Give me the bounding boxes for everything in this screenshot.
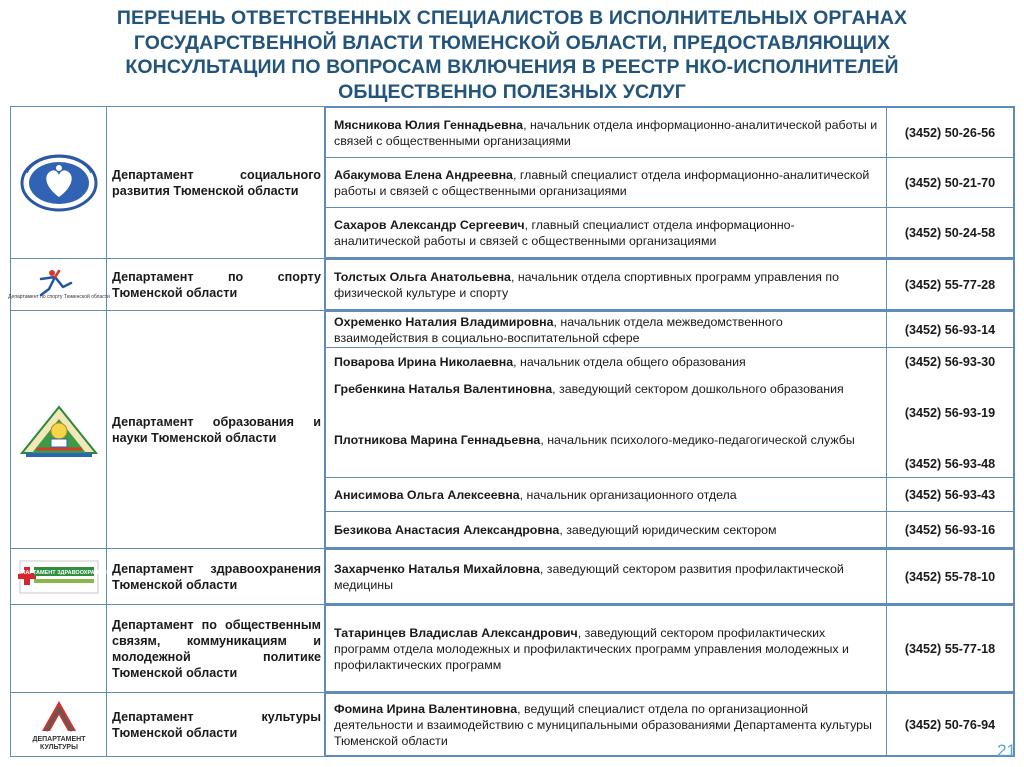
contact-name: Мясникова Юлия Геннадьевна (334, 117, 524, 132)
contact-name: Охременко Наталия Владимировна (334, 314, 554, 329)
title-line: ГОСУДАРСТВЕННОЙ ВЛАСТИ ТЮМЕНСКОЙ ОБЛАСТИ, ПРЕДОСТАВЛЯЮЩИХ (133, 31, 891, 54)
contact-name: Татаринцев Владислав Александрович (334, 625, 578, 640)
department-cell (107, 311, 325, 549)
sport-department-logo (7, 265, 110, 305)
page-title (20, 6, 1004, 104)
contacts-cell (325, 549, 1015, 605)
contact-phone: (3452) 50-21-70 (887, 158, 1014, 208)
logo-cell (11, 693, 107, 757)
contact-role: , начальник отдела общего образования (513, 355, 746, 369)
contact-name: Абакумова Елена Андреевна (334, 167, 513, 182)
title-line: ОБЩЕСТВЕННО ПОЛЕЗНЫХ УСЛУГ (338, 80, 686, 103)
contact-row (326, 512, 1014, 548)
contact-row (326, 478, 1014, 512)
department-name: Департамент по общественным связям, коммуникациям и молодежной политике Тюменской области (112, 617, 321, 680)
contacts-cell (325, 605, 1015, 693)
svg-text:ДЕПАРТАМЕНТ ЗДРАВООХРАНЕНИЯ: ДЕПАРТАМЕНТ ЗДРАВООХРАНЕНИЯ (13, 569, 114, 576)
contacts-cell (325, 107, 1015, 259)
contact-name: Толстых Ольга Анатольевна (334, 269, 511, 284)
contact-row (326, 606, 1014, 692)
contact-phone: (3452) 56-93-16 (887, 512, 1014, 548)
contact-row (326, 550, 1014, 604)
contact-phone: (3452) 56-93-43 (887, 478, 1014, 512)
contacts-cell (325, 693, 1015, 757)
department-cell (107, 693, 325, 757)
contact-name: Безикова Анастасия Александровна (334, 522, 560, 537)
culture-department-logo (11, 697, 106, 753)
specialists-table (7, 106, 1015, 757)
contact-phone: (3452) 50-76-94 (887, 694, 1014, 756)
contact-name: Захарченко Наталья Михайловна (334, 561, 540, 576)
contact-phone: (3452) 50-26-56 (887, 108, 1014, 158)
education-department-logo (11, 399, 106, 461)
contact-row-group (326, 348, 1014, 478)
contact-role: , начальник организационного отдела (519, 487, 737, 502)
title-line: КОНСУЛЬТАЦИИ ПО ВОПРОСАМ ВКЛЮЧЕНИЯ В РЕЕСТР НКО-ИСПОЛНИТЕЛЕЙ (125, 56, 899, 78)
contact-name: Гребенкина Наталья Валентиновна (334, 382, 553, 396)
contact-row (326, 694, 1014, 756)
contact-role: , начальник отдела информационно-аналитической работы и связей с общественными организациями (334, 117, 878, 148)
contact-phone: (3452) 56-93-48 (904, 457, 996, 471)
department-name: Департамент образования и науки Тюменской области (112, 414, 321, 445)
department-cell (107, 605, 325, 693)
contact-name: Анисимова Ольга Алексеевна (334, 487, 520, 502)
contact-name: Сахаров Александр Сергеевич (334, 217, 525, 232)
department-row (11, 259, 1015, 311)
department-name: Департамент здравоохранения Тюменской области (112, 561, 321, 592)
contact-role: , главный специалист отдела информационно-аналитической работы и связей с общественными организациями (334, 217, 795, 248)
department-row (11, 693, 1015, 757)
department-name: Департамент по спорту Тюменской области (112, 269, 321, 300)
department-row (11, 549, 1015, 605)
contact-role: , заведующий сектором дошкольного образования (552, 382, 844, 396)
logo-cell (11, 549, 114, 605)
logo-cell (11, 311, 107, 549)
contact-role: , начальник отдела спортивных программ управления по физической культуре и спорту (334, 269, 839, 300)
contact-phone: (3452) 56-93-19 (904, 406, 996, 420)
contact-row (326, 108, 1014, 158)
contact-phone: (3452) 55-77-18 (887, 606, 1014, 692)
department-name: Департамент культуры Тюменской области (112, 709, 321, 740)
logo-cell (11, 107, 107, 259)
svg-text:Департамент по спорту Тюменско: Департамент по спорту Тюменской области (7, 293, 110, 300)
department-cell (107, 107, 325, 259)
contacts-cell (325, 259, 1015, 311)
contact-name: Плотникова Марина Геннадьевна (334, 433, 541, 447)
contact-phone: (3452) 56-93-14 (887, 312, 1014, 348)
department-cell (107, 549, 325, 605)
page-number: 21 (997, 741, 1016, 760)
contact-row (326, 208, 1014, 258)
department-name: Департамент социального развития Тюменской области (112, 167, 321, 198)
contact-phone: (3452) 50-24-58 (887, 208, 1014, 258)
contacts-cell (325, 311, 1015, 549)
title-line: ПЕРЕЧЕНЬ ОТВЕТСТВЕННЫХ СПЕЦИАЛИСТОВ В ИСПОЛНИТЕЛЬНЫХ ОРГАНАХ (116, 7, 908, 29)
contact-phone: (3452) 56-93-30 (904, 355, 996, 369)
contact-role: , заведующий сектором развития профилактической медицины (334, 561, 844, 592)
contact-role: , ведущий специалист отдела по организационной деятельности и взаимодействию с муниципальными образованиями Департамента культуры Тюменской области (334, 701, 872, 748)
contact-row (326, 312, 1014, 348)
contact-role: , заведующий сектором профилактических программ отдела молодежных и профилактических программ управления молодежных и профилактических программ (334, 625, 849, 672)
logo-cell (7, 259, 110, 311)
contact-name: Поварова Ирина Николаевна (334, 355, 514, 369)
department-row (11, 311, 1015, 549)
logo-cell (11, 605, 107, 693)
social-development-logo (11, 153, 106, 213)
healthcare-department-logo (11, 555, 114, 599)
contact-row (326, 260, 1014, 310)
department-row (11, 107, 1015, 259)
svg-text:КУЛЬТУРЫ: КУЛЬТУРЫ (39, 743, 78, 751)
contact-row (326, 158, 1014, 208)
contact-role: , начальник психолого-медико-педагогической службы (540, 433, 855, 447)
contact-role: , начальник отдела межведомственного взаимодействия в социально-воспитательной сфере (334, 314, 783, 345)
contact-phone: (3452) 55-77-28 (887, 260, 1014, 310)
contact-name: Фомина Ирина Валентиновна (334, 701, 518, 716)
contact-role: , заведующий юридическим сектором (559, 522, 777, 537)
contact-role: , главный специалист отдела информационно-аналитической работы и связей с общественными организациями (334, 167, 870, 198)
svg-text:ДЕПАРТАМЕНТ: ДЕПАРТАМЕНТ (31, 735, 86, 743)
contact-phone: (3452) 55-78-10 (887, 550, 1014, 604)
department-row (11, 605, 1015, 693)
department-cell (107, 259, 325, 311)
